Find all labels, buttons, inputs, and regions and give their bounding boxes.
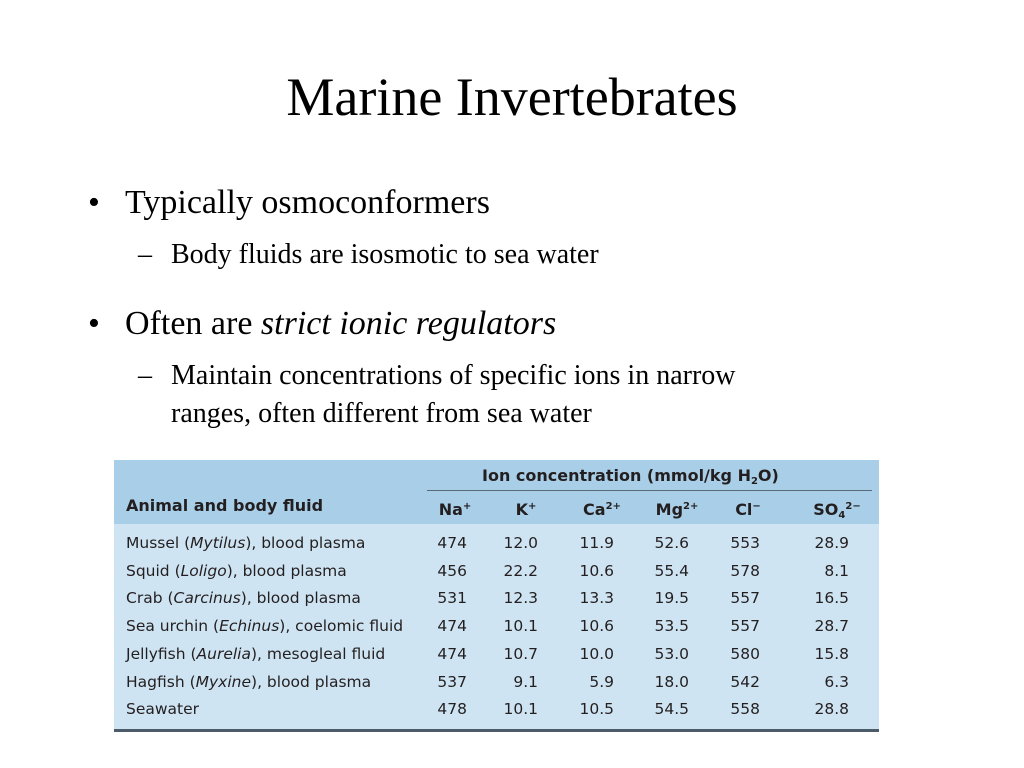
- bullet-text: Typically osmoconformers: [125, 184, 490, 221]
- table-cell: 553: [730, 534, 760, 552]
- table-cell: 478: [437, 700, 467, 718]
- bullet-text-prefix: Often are: [125, 305, 261, 342]
- ion-concentration-table: [114, 460, 879, 732]
- sub-bullet-mark: –: [138, 239, 152, 270]
- table-cell: 22.2: [503, 562, 538, 580]
- table-cell: 580: [730, 645, 760, 663]
- table-cell: 557: [730, 617, 760, 635]
- ion-symbol: Na: [438, 500, 463, 519]
- table-cell: 54.5: [654, 700, 689, 718]
- ion-charge: +: [528, 501, 537, 512]
- ion-charge: 2+: [683, 501, 699, 512]
- table-bottom-rule: [114, 729, 879, 732]
- row-label-tail: ), blood plasma: [245, 534, 366, 552]
- row-label-tail: ), coelomic fluid: [279, 617, 404, 635]
- table-cell: 5.9: [589, 673, 614, 691]
- row-label-text: Crab (: [126, 589, 174, 607]
- ion-charge: −: [752, 501, 761, 512]
- group-header-tail: O): [757, 466, 779, 485]
- group-header-text: Ion concentration (mmol/kg H: [482, 466, 751, 485]
- sub-bullet-line-2: ranges, often different from sea water: [171, 398, 592, 429]
- group-header: [482, 466, 779, 486]
- ion-symbol: Mg: [655, 500, 684, 519]
- table-cell: 474: [437, 534, 467, 552]
- table-row-label: [126, 588, 361, 608]
- row-label-text: Squid (: [126, 562, 181, 580]
- sub-bullet-mark: –: [138, 360, 152, 391]
- ion-symbol: Cl: [735, 500, 753, 519]
- table-cell: 10.6: [579, 617, 614, 635]
- bullet-mark: •: [88, 305, 100, 342]
- table-cell: 28.8: [814, 700, 849, 718]
- ion-subscript: 4: [838, 510, 846, 521]
- ion-header-0: [425, 500, 485, 520]
- table-cell: 12.3: [503, 589, 538, 607]
- table-cell: 578: [730, 562, 760, 580]
- table-cell: 15.8: [814, 645, 849, 663]
- row-label-text: Hagfish (: [126, 673, 196, 691]
- row-label-text: Seawater: [126, 700, 200, 718]
- ion-charge: 2+: [605, 501, 621, 512]
- slide-title: Marine Invertebrates: [286, 67, 738, 127]
- table-cell: 10.0: [579, 645, 614, 663]
- genus-name: Carcinus: [173, 589, 241, 607]
- row-label-tail: ), blood plasma: [251, 673, 372, 691]
- table-cell: 557: [730, 589, 760, 607]
- table-row-label: [126, 699, 199, 719]
- ion-symbol: SO: [813, 500, 839, 519]
- table-cell: 6.3: [824, 673, 849, 691]
- group-header-rule: [427, 490, 872, 491]
- ion-symbol: Ca: [583, 500, 606, 519]
- table-cell: 10.5: [579, 700, 614, 718]
- table-row-label: [126, 616, 403, 636]
- table-cell: 558: [730, 700, 760, 718]
- table-cell: 8.1: [824, 562, 849, 580]
- table-cell: 456: [437, 562, 467, 580]
- table-cell: 474: [437, 617, 467, 635]
- ion-symbol: K: [515, 500, 528, 519]
- bullet-text-emphasis: strict ionic regulators: [260, 305, 557, 342]
- table-cell: 19.5: [654, 589, 689, 607]
- ion-header-3: [647, 500, 707, 520]
- table-cell: 474: [437, 645, 467, 663]
- row-label-tail: ), mesogleal fluid: [250, 645, 386, 663]
- table-row-label: [126, 561, 347, 581]
- bullet-text: [125, 304, 556, 344]
- table-cell: 28.7: [814, 617, 849, 635]
- table-cell: 542: [730, 673, 760, 691]
- table-cell: 55.4: [654, 562, 689, 580]
- row-label-text: Mussel (: [126, 534, 191, 552]
- sub-bullet-text: [171, 357, 736, 433]
- ion-charge: +: [462, 501, 472, 512]
- row-label-text: Jellyfish (: [126, 645, 197, 663]
- genus-name: Loligo: [180, 562, 227, 580]
- ion-charge: 2−: [845, 501, 861, 512]
- genus-name: Echinus: [219, 617, 280, 635]
- table-cell: 10.1: [503, 617, 538, 635]
- group-header-subscript: 2: [750, 476, 758, 487]
- sub-bullet-text: Body fluids are isosmotic to sea water: [171, 239, 599, 270]
- table-cell: 10.1: [503, 700, 538, 718]
- table-cell: 11.9: [579, 534, 614, 552]
- bullet-mark: •: [88, 184, 100, 221]
- table-cell: 10.6: [579, 562, 614, 580]
- table-cell: 28.9: [814, 534, 849, 552]
- table-cell: 531: [437, 589, 467, 607]
- row-label-tail: ), blood plasma: [226, 562, 347, 580]
- ion-header-4: [718, 500, 778, 520]
- row-label-tail: ), blood plasma: [240, 589, 361, 607]
- table-cell: 16.5: [814, 589, 849, 607]
- table-row-label: [126, 672, 371, 692]
- table-cell: 52.6: [654, 534, 689, 552]
- table-cell: 13.3: [579, 589, 614, 607]
- ion-header-2: [572, 500, 632, 520]
- row-header: Animal and body fluid: [126, 496, 324, 515]
- table-cell: 53.5: [654, 617, 689, 635]
- ion-header-5: [807, 500, 867, 520]
- genus-name: Myxine: [195, 673, 252, 691]
- table-cell: 9.1: [513, 673, 538, 691]
- table-cell: 53.0: [654, 645, 689, 663]
- genus-name: Aurelia: [196, 645, 251, 663]
- table-row-label: [126, 533, 365, 553]
- table-cell: 12.0: [503, 534, 538, 552]
- genus-name: Mytilus: [190, 534, 246, 552]
- ion-header-1: [496, 500, 556, 520]
- table-row-label: [126, 644, 385, 664]
- table-cell: 537: [437, 673, 467, 691]
- sub-bullet-line-1: Maintain concentrations of specific ions in narrow: [171, 360, 736, 391]
- row-label-text: Sea urchin (: [126, 617, 220, 635]
- table-cell: 10.7: [503, 645, 538, 663]
- table-cell: 18.0: [654, 673, 689, 691]
